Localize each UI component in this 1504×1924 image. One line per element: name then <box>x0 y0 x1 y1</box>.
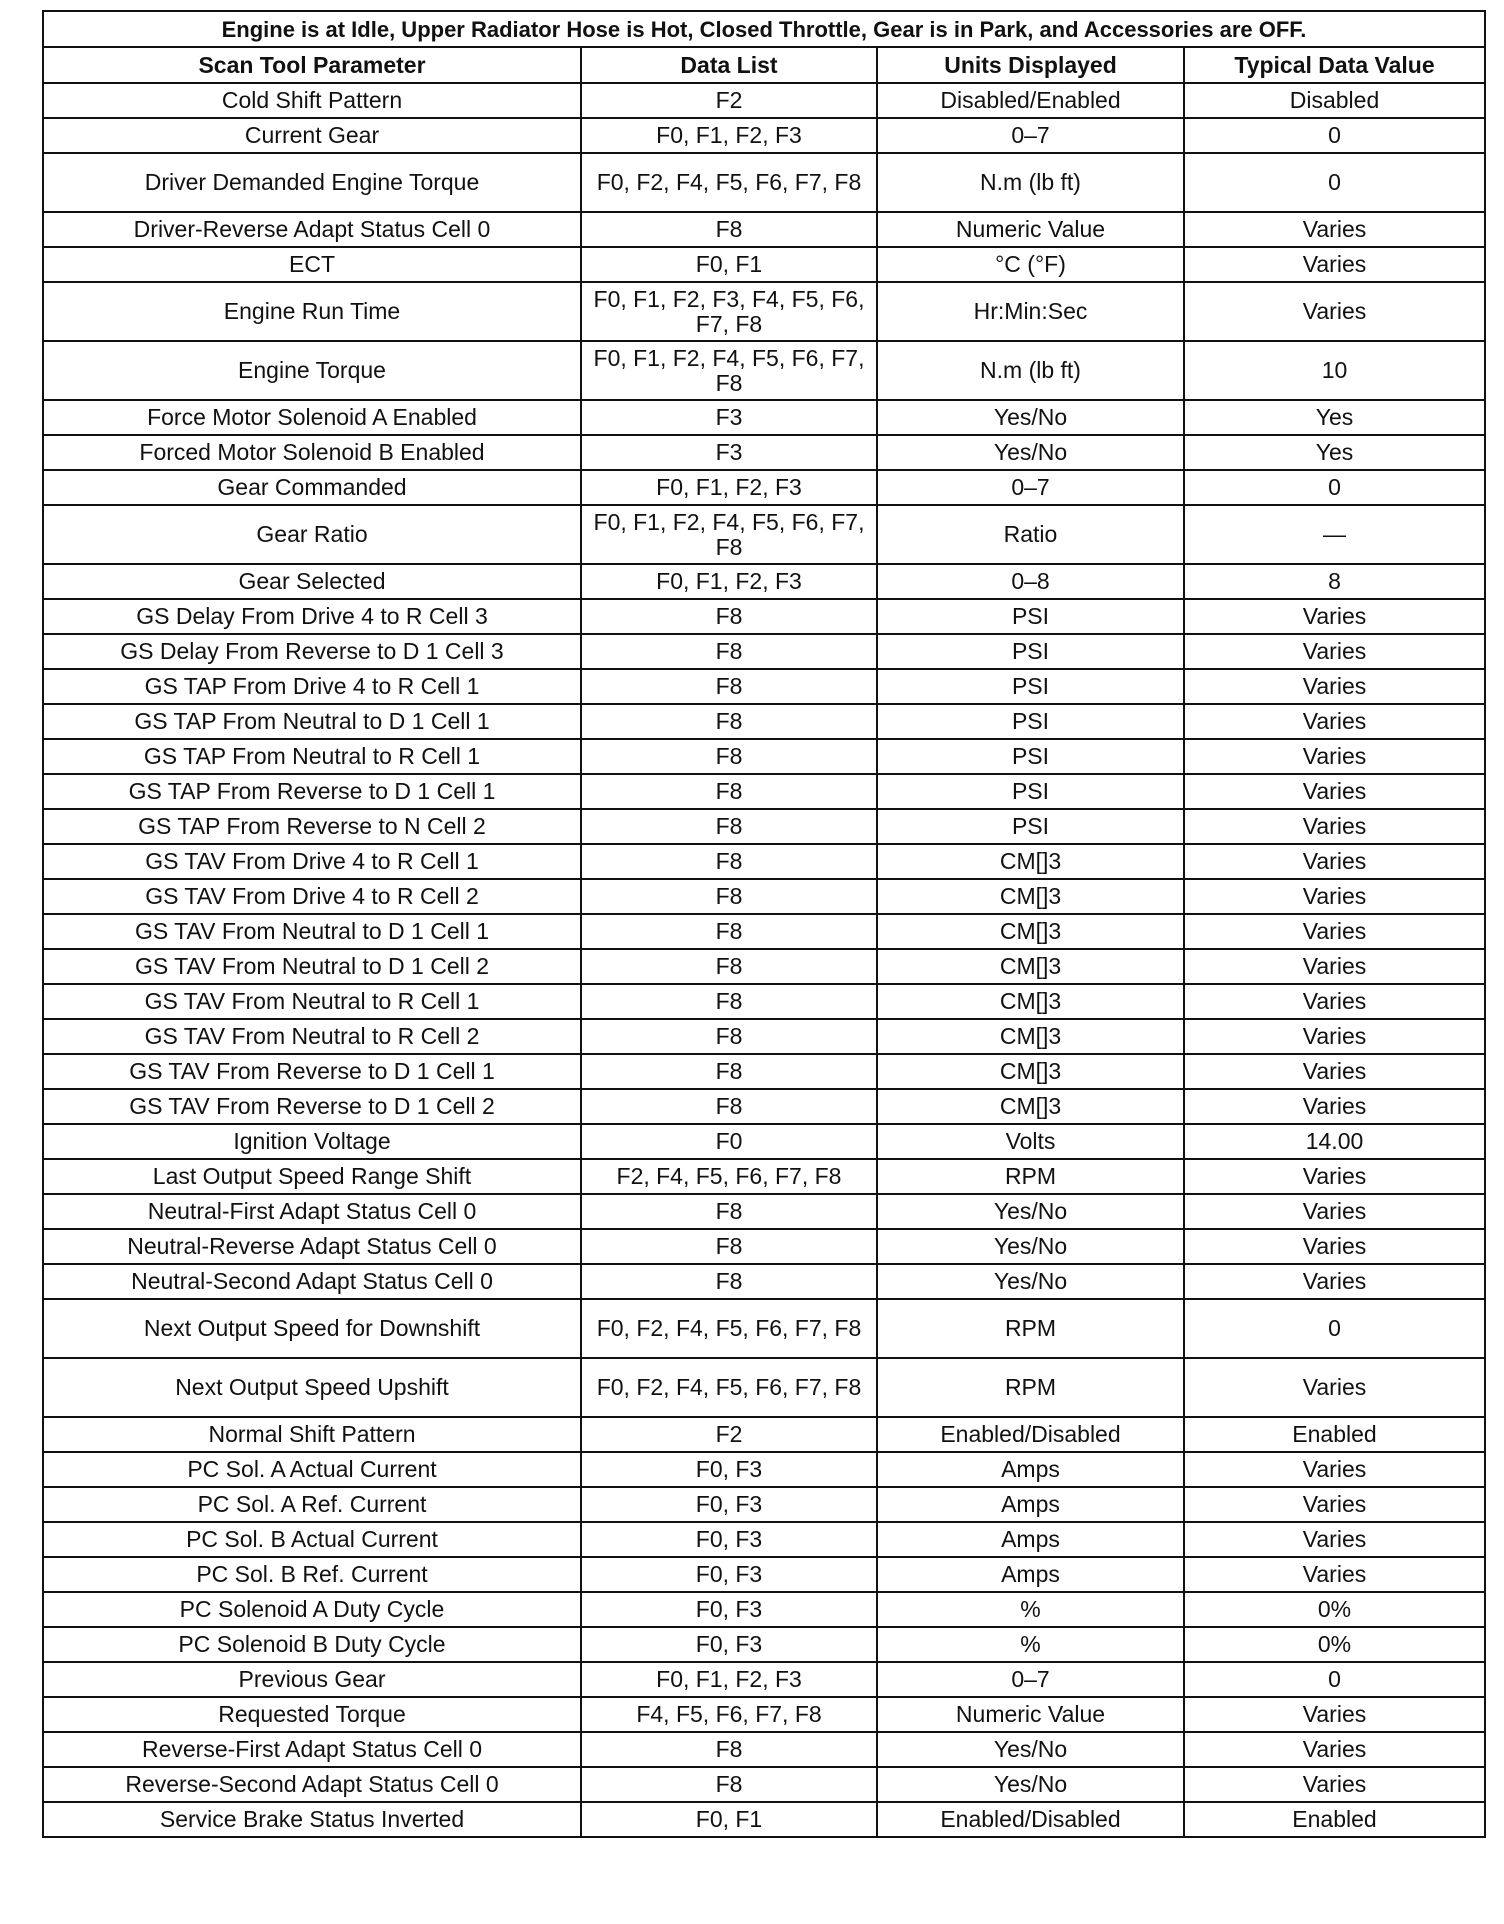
cell-units: Numeric Value <box>877 1697 1184 1732</box>
cell-parameter: PC Sol. B Actual Current <box>43 1522 581 1557</box>
cell-units: 0–7 <box>877 118 1184 153</box>
cell-data-list: F8 <box>581 1089 877 1124</box>
cell-data-list: F8 <box>581 949 877 984</box>
cell-data-list: F2 <box>581 83 877 118</box>
cell-data-list: F8 <box>581 739 877 774</box>
cell-typical-value: Varies <box>1184 1054 1485 1089</box>
cell-data-list: F0, F3 <box>581 1627 877 1662</box>
table-row <box>43 1019 1485 1054</box>
cell-typical-value: 0 <box>1184 470 1485 505</box>
column-header-typical-value: Typical Data Value <box>1184 47 1485 83</box>
cell-parameter: Force Motor Solenoid A Enabled <box>43 400 581 435</box>
table-row <box>43 212 1485 247</box>
cell-parameter: Neutral-Reverse Adapt Status Cell 0 <box>43 1229 581 1264</box>
cell-data-list: F0, F2, F4, F5, F6, F7, F8 <box>581 153 877 212</box>
cell-parameter: Neutral-Second Adapt Status Cell 0 <box>43 1264 581 1299</box>
cell-units: N.m (lb ft) <box>877 341 1184 400</box>
cell-units: Amps <box>877 1452 1184 1487</box>
cell-parameter: GS Delay From Drive 4 to R Cell 3 <box>43 599 581 634</box>
cell-data-list: F8 <box>581 774 877 809</box>
cell-typical-value: Varies <box>1184 984 1485 1019</box>
cell-typical-value: Enabled <box>1184 1417 1485 1452</box>
cell-typical-value: 0 <box>1184 153 1485 212</box>
table-row <box>43 599 1485 634</box>
cell-parameter: GS TAP From Drive 4 to R Cell 1 <box>43 669 581 704</box>
cell-units: CM[]3 <box>877 914 1184 949</box>
table-row <box>43 739 1485 774</box>
cell-data-list: F8 <box>581 1054 877 1089</box>
cell-units: Ratio <box>877 505 1184 564</box>
cell-typical-value: Enabled <box>1184 1802 1485 1837</box>
cell-typical-value: Varies <box>1184 1767 1485 1802</box>
cell-units: Amps <box>877 1522 1184 1557</box>
cell-units: Yes/No <box>877 1732 1184 1767</box>
table-row <box>43 282 1485 341</box>
cell-data-list: F8 <box>581 809 877 844</box>
table-row <box>43 704 1485 739</box>
cell-typical-value: Varies <box>1184 1358 1485 1417</box>
cell-data-list: F3 <box>581 400 877 435</box>
cell-typical-value: Varies <box>1184 949 1485 984</box>
table-row <box>43 1732 1485 1767</box>
table-row <box>43 1159 1485 1194</box>
cell-typical-value: Varies <box>1184 1732 1485 1767</box>
cell-parameter: GS TAP From Neutral to R Cell 1 <box>43 739 581 774</box>
cell-parameter: Reverse-Second Adapt Status Cell 0 <box>43 1767 581 1802</box>
cell-units: PSI <box>877 669 1184 704</box>
cell-data-list: F8 <box>581 1767 877 1802</box>
cell-units: PSI <box>877 739 1184 774</box>
cell-parameter: Next Output Speed for Downshift <box>43 1299 581 1358</box>
cell-typical-value: Varies <box>1184 914 1485 949</box>
cell-typical-value: Varies <box>1184 1557 1485 1592</box>
cell-typical-value: Varies <box>1184 739 1485 774</box>
cell-typical-value: Varies <box>1184 247 1485 282</box>
cell-parameter: GS TAV From Reverse to D 1 Cell 1 <box>43 1054 581 1089</box>
cell-data-list: F8 <box>581 634 877 669</box>
cell-units: 0–7 <box>877 470 1184 505</box>
cell-units: CM[]3 <box>877 1019 1184 1054</box>
cell-parameter: Ignition Voltage <box>43 1124 581 1159</box>
table-row <box>43 809 1485 844</box>
cell-typical-value: Varies <box>1184 634 1485 669</box>
cell-units: Yes/No <box>877 1194 1184 1229</box>
cell-units: CM[]3 <box>877 984 1184 1019</box>
cell-typical-value: Varies <box>1184 1194 1485 1229</box>
table-row <box>43 400 1485 435</box>
cell-data-list: F2, F4, F5, F6, F7, F8 <box>581 1159 877 1194</box>
cell-parameter: Gear Commanded <box>43 470 581 505</box>
cell-data-list: F0, F1, F2, F3 <box>581 564 877 599</box>
cell-units: Numeric Value <box>877 212 1184 247</box>
cell-typical-value: 0% <box>1184 1592 1485 1627</box>
cell-typical-value: Varies <box>1184 844 1485 879</box>
cell-units: CM[]3 <box>877 1054 1184 1089</box>
cell-data-list: F0, F2, F4, F5, F6, F7, F8 <box>581 1358 877 1417</box>
cell-data-list: F8 <box>581 914 877 949</box>
cell-parameter: GS TAP From Neutral to D 1 Cell 1 <box>43 704 581 739</box>
table-row <box>43 949 1485 984</box>
cell-parameter: Gear Ratio <box>43 505 581 564</box>
table-row <box>43 774 1485 809</box>
cell-typical-value: Disabled <box>1184 83 1485 118</box>
table-row <box>43 984 1485 1019</box>
cell-parameter: ECT <box>43 247 581 282</box>
cell-typical-value: Varies <box>1184 1487 1485 1522</box>
table-row <box>43 341 1485 400</box>
column-header-data-list: Data List <box>581 47 877 83</box>
cell-units: Enabled/Disabled <box>877 1417 1184 1452</box>
cell-units: % <box>877 1627 1184 1662</box>
cell-parameter: Normal Shift Pattern <box>43 1417 581 1452</box>
cell-typical-value: Varies <box>1184 282 1485 341</box>
cell-parameter: Engine Torque <box>43 341 581 400</box>
table-row <box>43 505 1485 564</box>
cell-parameter: PC Sol. A Actual Current <box>43 1452 581 1487</box>
cell-data-list: F0, F1, F2, F3 <box>581 1662 877 1697</box>
cell-data-list: F0, F1, F2, F4, F5, F6, F7, F8 <box>581 341 877 400</box>
table-row <box>43 1662 1485 1697</box>
cell-data-list: F8 <box>581 1732 877 1767</box>
cell-parameter: Current Gear <box>43 118 581 153</box>
table-row <box>43 1229 1485 1264</box>
table-row <box>43 1627 1485 1662</box>
cell-typical-value: 10 <box>1184 341 1485 400</box>
cell-units: Yes/No <box>877 1767 1184 1802</box>
cell-data-list: F0, F3 <box>581 1592 877 1627</box>
cell-data-list: F0 <box>581 1124 877 1159</box>
cell-data-list: F0, F1, F2, F3 <box>581 118 877 153</box>
table-row <box>43 1264 1485 1299</box>
cell-parameter: GS Delay From Reverse to D 1 Cell 3 <box>43 634 581 669</box>
cell-parameter: Engine Run Time <box>43 282 581 341</box>
cell-typical-value: Varies <box>1184 669 1485 704</box>
cell-parameter: Forced Motor Solenoid B Enabled <box>43 435 581 470</box>
cell-typical-value: Varies <box>1184 212 1485 247</box>
table-row <box>43 470 1485 505</box>
cell-units: PSI <box>877 634 1184 669</box>
cell-parameter: GS TAV From Neutral to D 1 Cell 2 <box>43 949 581 984</box>
cell-data-list: F0, F3 <box>581 1452 877 1487</box>
cell-typical-value: 0% <box>1184 1627 1485 1662</box>
cell-units: Hr:Min:Sec <box>877 282 1184 341</box>
cell-units: 0–8 <box>877 564 1184 599</box>
table-row <box>43 1089 1485 1124</box>
table-row <box>43 1592 1485 1627</box>
cell-typical-value: Yes <box>1184 400 1485 435</box>
cell-typical-value: Yes <box>1184 435 1485 470</box>
cell-typical-value: Varies <box>1184 1089 1485 1124</box>
cell-typical-value: Varies <box>1184 1697 1485 1732</box>
cell-units: CM[]3 <box>877 879 1184 914</box>
table-row <box>43 1124 1485 1159</box>
cell-units: 0–7 <box>877 1662 1184 1697</box>
table-row <box>43 669 1485 704</box>
cell-data-list: F8 <box>581 844 877 879</box>
cell-typical-value: Varies <box>1184 1229 1485 1264</box>
cell-data-list: F4, F5, F6, F7, F8 <box>581 1697 877 1732</box>
table-row <box>43 1417 1485 1452</box>
cell-typical-value: Varies <box>1184 1264 1485 1299</box>
cell-parameter: PC Sol. B Ref. Current <box>43 1557 581 1592</box>
table-row <box>43 1194 1485 1229</box>
cell-units: PSI <box>877 774 1184 809</box>
table-body <box>43 83 1485 1837</box>
cell-parameter: Service Brake Status Inverted <box>43 1802 581 1837</box>
cell-parameter: GS TAV From Drive 4 to R Cell 2 <box>43 879 581 914</box>
cell-data-list: F8 <box>581 669 877 704</box>
column-header-units: Units Displayed <box>877 47 1184 83</box>
cell-data-list: F8 <box>581 1019 877 1054</box>
cell-typical-value: 0 <box>1184 1662 1485 1697</box>
cell-typical-value: Varies <box>1184 1522 1485 1557</box>
cell-units: CM[]3 <box>877 844 1184 879</box>
cell-parameter: Last Output Speed Range Shift <box>43 1159 581 1194</box>
cell-units: CM[]3 <box>877 1089 1184 1124</box>
cell-units: Yes/No <box>877 435 1184 470</box>
cell-data-list: F8 <box>581 212 877 247</box>
cell-data-list: F8 <box>581 879 877 914</box>
table-row <box>43 1557 1485 1592</box>
cell-parameter: GS TAV From Neutral to R Cell 2 <box>43 1019 581 1054</box>
cell-data-list: F2 <box>581 1417 877 1452</box>
table-row <box>43 435 1485 470</box>
cell-data-list: F8 <box>581 599 877 634</box>
scan-tool-data-table <box>42 10 1486 1838</box>
cell-typical-value: Varies <box>1184 1019 1485 1054</box>
cell-parameter: PC Sol. A Ref. Current <box>43 1487 581 1522</box>
cell-typical-value: — <box>1184 505 1485 564</box>
cell-typical-value: Varies <box>1184 599 1485 634</box>
cell-data-list: F8 <box>581 704 877 739</box>
cell-units: Enabled/Disabled <box>877 1802 1184 1837</box>
cell-data-list: F3 <box>581 435 877 470</box>
cell-units: PSI <box>877 704 1184 739</box>
cell-typical-value: Varies <box>1184 1159 1485 1194</box>
cell-data-list: F8 <box>581 1229 877 1264</box>
table-row <box>43 1522 1485 1557</box>
cell-parameter: Cold Shift Pattern <box>43 83 581 118</box>
cell-parameter: Requested Torque <box>43 1697 581 1732</box>
cell-data-list: F8 <box>581 1264 877 1299</box>
table-title: Engine is at Idle, Upper Radiator Hose is Hot, Closed Throttle, Gear is in Park, and Accessories are OFF. <box>43 11 1485 47</box>
cell-data-list: F0, F1, F2, F4, F5, F6, F7, F8 <box>581 505 877 564</box>
cell-parameter: PC Solenoid A Duty Cycle <box>43 1592 581 1627</box>
cell-typical-value: Varies <box>1184 774 1485 809</box>
cell-units: Disabled/Enabled <box>877 83 1184 118</box>
cell-parameter: Driver Demanded Engine Torque <box>43 153 581 212</box>
cell-typical-value: Varies <box>1184 1452 1485 1487</box>
cell-parameter: GS TAP From Reverse to D 1 Cell 1 <box>43 774 581 809</box>
table-row <box>43 879 1485 914</box>
cell-data-list: F0, F3 <box>581 1522 877 1557</box>
cell-data-list: F0, F3 <box>581 1557 877 1592</box>
cell-units: RPM <box>877 1358 1184 1417</box>
cell-data-list: F0, F1, F2, F3, F4, F5, F6, F7, F8 <box>581 282 877 341</box>
cell-parameter: Next Output Speed Upshift <box>43 1358 581 1417</box>
cell-typical-value: 0 <box>1184 1299 1485 1358</box>
cell-parameter: GS TAV From Neutral to R Cell 1 <box>43 984 581 1019</box>
cell-typical-value: Varies <box>1184 704 1485 739</box>
cell-typical-value: 8 <box>1184 564 1485 599</box>
table-row <box>43 153 1485 212</box>
cell-data-list: F8 <box>581 1194 877 1229</box>
table-row <box>43 844 1485 879</box>
table-row <box>43 914 1485 949</box>
cell-data-list: F0, F1 <box>581 247 877 282</box>
cell-data-list: F0, F3 <box>581 1487 877 1522</box>
cell-parameter: Gear Selected <box>43 564 581 599</box>
cell-parameter: GS TAV From Neutral to D 1 Cell 1 <box>43 914 581 949</box>
cell-parameter: GS TAV From Drive 4 to R Cell 1 <box>43 844 581 879</box>
cell-units: RPM <box>877 1299 1184 1358</box>
cell-units: Yes/No <box>877 1229 1184 1264</box>
table-row <box>43 118 1485 153</box>
cell-units: Amps <box>877 1487 1184 1522</box>
cell-parameter: Reverse-First Adapt Status Cell 0 <box>43 1732 581 1767</box>
cell-units: Amps <box>877 1557 1184 1592</box>
cell-units: CM[]3 <box>877 949 1184 984</box>
table-row <box>43 1452 1485 1487</box>
cell-typical-value: 0 <box>1184 118 1485 153</box>
table-row <box>43 1299 1485 1358</box>
cell-units: N.m (lb ft) <box>877 153 1184 212</box>
cell-units: % <box>877 1592 1184 1627</box>
table-row <box>43 1054 1485 1089</box>
cell-units: Yes/No <box>877 1264 1184 1299</box>
table-row <box>43 1358 1485 1417</box>
cell-typical-value: Varies <box>1184 809 1485 844</box>
column-header-parameter: Scan Tool Parameter <box>43 47 581 83</box>
cell-data-list: F8 <box>581 984 877 1019</box>
table-row <box>43 83 1485 118</box>
table-row <box>43 1697 1485 1732</box>
cell-parameter: GS TAP From Reverse to N Cell 2 <box>43 809 581 844</box>
cell-data-list: F0, F2, F4, F5, F6, F7, F8 <box>581 1299 877 1358</box>
cell-parameter: Neutral-First Adapt Status Cell 0 <box>43 1194 581 1229</box>
table-row <box>43 564 1485 599</box>
table-row <box>43 634 1485 669</box>
table-row <box>43 247 1485 282</box>
cell-parameter: GS TAV From Reverse to D 1 Cell 2 <box>43 1089 581 1124</box>
cell-units: PSI <box>877 809 1184 844</box>
cell-typical-value: 14.00 <box>1184 1124 1485 1159</box>
cell-units: PSI <box>877 599 1184 634</box>
cell-parameter: PC Solenoid B Duty Cycle <box>43 1627 581 1662</box>
cell-data-list: F0, F1 <box>581 1802 877 1837</box>
table-row <box>43 1802 1485 1837</box>
cell-units: Yes/No <box>877 400 1184 435</box>
cell-units: °C (°F) <box>877 247 1184 282</box>
table-row <box>43 1767 1485 1802</box>
table-row <box>43 1487 1485 1522</box>
cell-units: Volts <box>877 1124 1184 1159</box>
cell-units: RPM <box>877 1159 1184 1194</box>
cell-parameter: Previous Gear <box>43 1662 581 1697</box>
cell-data-list: F0, F1, F2, F3 <box>581 470 877 505</box>
cell-typical-value: Varies <box>1184 879 1485 914</box>
cell-parameter: Driver-Reverse Adapt Status Cell 0 <box>43 212 581 247</box>
